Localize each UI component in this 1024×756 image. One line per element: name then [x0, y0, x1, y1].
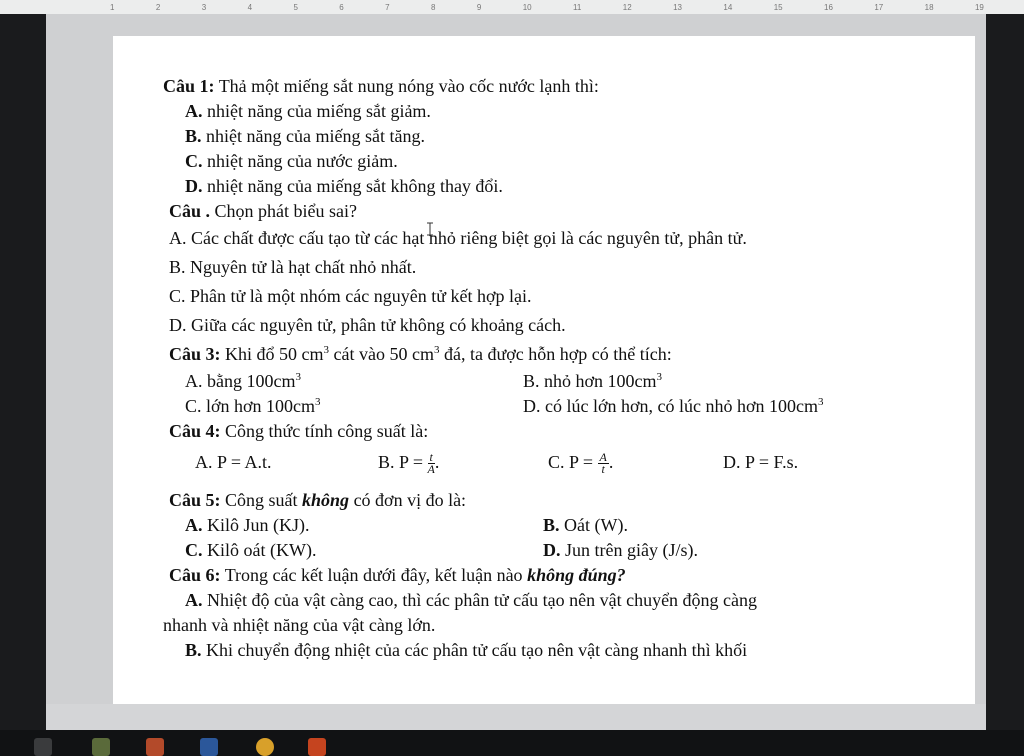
- q5-option-b-text: Oát (W).: [559, 515, 628, 535]
- q2-option-b: B. Nguyên tử là hạt chất nhỏ nhất.: [169, 257, 417, 277]
- q1-option-d-label: D.: [185, 176, 203, 196]
- q3-option-c-text: C. lớn hơn 100cm: [185, 396, 316, 416]
- q3-option-c-sup: 3: [315, 396, 321, 408]
- q4-option-b: [378, 444, 439, 480]
- powerpoint-icon[interactable]: [308, 738, 326, 756]
- q3-text-part-3: đá, ta được hỗn hợp có thể tích:: [439, 344, 672, 364]
- question-2: [163, 199, 933, 224]
- q1-option-c-label: C.: [185, 151, 203, 171]
- question-4: [163, 419, 933, 444]
- q5-options-row-2: [163, 538, 933, 563]
- q6-option-a-line-2: nhanh và nhiệt năng của vật càng lớn.: [163, 615, 436, 635]
- q4-text: Công thức tính công suất là:: [220, 421, 429, 441]
- q4-label: Câu 4:: [169, 421, 221, 441]
- q4-option-b-denominator: A: [427, 462, 435, 477]
- q3-sup-1: 3: [323, 344, 330, 356]
- ruler-number: 14: [723, 2, 733, 12]
- q6-option-b-line-1: [163, 638, 933, 663]
- q4-option-b-dot: .: [434, 452, 440, 472]
- q2-label: Câu .: [169, 201, 211, 221]
- q4-option-d: D. P = F.s.: [723, 452, 799, 472]
- word-icon[interactable]: [200, 738, 218, 756]
- ruler-number: 12: [622, 2, 632, 12]
- q1-option-b: [163, 124, 933, 149]
- q4-option-a: A. P = A.t.: [195, 452, 272, 472]
- ruler-number: 18: [924, 2, 934, 12]
- q1-option-d-text: nhiệt năng của miếng sắt không thay đổi.: [202, 176, 503, 196]
- q5-option-c: [185, 540, 316, 560]
- q6-text-pre: Trong các kết luận dưới đây, kết luận nào: [220, 565, 528, 585]
- q5-option-a: [185, 515, 310, 535]
- q1-option-b-text: nhiệt năng của miếng sắt tăng.: [201, 126, 425, 146]
- q5-option-a-label: A.: [185, 515, 203, 535]
- q5-option-b: [543, 513, 628, 538]
- q3-option-d-text: D. có lúc lớn hơn, có lúc nhỏ hơn 100cm: [523, 396, 819, 416]
- ruler-number: 15: [773, 2, 783, 12]
- ruler-number: 11: [573, 2, 582, 12]
- q3-options-row-2: [163, 394, 933, 419]
- q3-option-c: [185, 396, 321, 416]
- document-page[interactable]: [113, 36, 975, 704]
- q4-option-c-prefix: C. P =: [548, 452, 598, 472]
- q5-option-d-label: D.: [543, 540, 561, 560]
- app-icon[interactable]: [146, 738, 164, 756]
- q5-option-d: [543, 538, 698, 563]
- left-screen-edge: [0, 14, 46, 730]
- q2-option-c: C. Phân tử là một nhóm các nguyên tử kết hợp lại.: [169, 286, 532, 306]
- q5-label: Câu 5:: [169, 490, 221, 510]
- q5-option-a-text: Kilô Jun (KJ).: [202, 515, 310, 535]
- status-bar: [46, 704, 986, 730]
- question-3: [163, 340, 933, 369]
- file-explorer-icon[interactable]: [34, 738, 52, 756]
- q1-option-a-text: nhiệt năng của miếng sắt giảm.: [202, 101, 431, 121]
- q6-option-a-label: A.: [185, 590, 203, 610]
- ruler-number: 19: [974, 2, 984, 12]
- ruler-marks: [110, 0, 984, 14]
- ruler-number: 2: [155, 2, 161, 12]
- q3-option-b: [523, 369, 662, 394]
- q3-option-a-text: A. bằng 100cm: [185, 371, 296, 391]
- q4-option-c: [548, 444, 613, 480]
- ruler-number: 10: [522, 2, 532, 12]
- q3-options-row-1: [163, 369, 933, 394]
- q6-option-a-line-1: [163, 588, 933, 613]
- ruler-number: 13: [673, 2, 682, 12]
- q3-option-b-sup: 3: [656, 371, 663, 383]
- ruler-number: 1: [110, 2, 115, 12]
- ruler-number: 9: [476, 2, 482, 12]
- q5-text-emphasis: không: [302, 490, 350, 510]
- q1-option-b-label: B.: [185, 126, 202, 146]
- q4-option-c-numerator: A: [599, 450, 607, 465]
- paint-icon[interactable]: [92, 738, 110, 756]
- q6-option-b-label: B.: [185, 640, 202, 660]
- q4-options-row: [163, 444, 933, 480]
- q3-text-part-1: Khi đổ 50 cm: [220, 344, 324, 364]
- q1-option-a-label: A.: [185, 101, 203, 121]
- q6-option-b-text-1: Khi chuyển động nhiệt của các phân tử cấu tạo nên vật càng nhanh thì khối: [201, 640, 748, 660]
- right-screen-edge: [986, 14, 1024, 730]
- ruler-number: 16: [824, 2, 833, 12]
- q5-option-c-text: Kilô oát (KW).: [202, 540, 317, 560]
- q4-option-b-numerator: t: [429, 450, 433, 465]
- q6-option-a-text-1: Nhiệt độ của vật càng cao, thì các phân tử cấu tạo nên vật chuyển động càng: [202, 590, 758, 610]
- q3-sup-2: 3: [433, 344, 440, 356]
- q3-label: Câu 3:: [169, 344, 221, 364]
- q3-option-a: [185, 371, 301, 391]
- ruler-number: 17: [874, 2, 884, 12]
- question-6: [163, 563, 933, 588]
- chrome-icon[interactable]: [256, 738, 274, 756]
- q3-option-d: [523, 394, 824, 419]
- q3-option-a-sup: 3: [295, 371, 301, 383]
- q1-label: Câu 1:: [163, 76, 215, 96]
- q5-option-c-label: C.: [185, 540, 203, 560]
- q3-text-part-2: cát vào 50 cm: [329, 344, 434, 364]
- q4-option-b-prefix: B. P =: [378, 452, 428, 472]
- q1-text: Thả một miếng sắt nung nóng vào cốc nước lạnh thì:: [214, 76, 599, 96]
- q5-text-pre: Công suất: [220, 490, 303, 510]
- q6-label: Câu 6:: [169, 565, 221, 585]
- q5-options-row-1: [163, 513, 933, 538]
- q3-option-b-text: B. nhỏ hơn 100cm: [523, 371, 657, 391]
- ruler-number: 4: [247, 2, 253, 12]
- q4-option-c-fraction: [598, 452, 609, 475]
- ruler-number: 5: [293, 2, 298, 12]
- q4-option-c-dot: .: [608, 452, 614, 472]
- ruler-number: 7: [385, 2, 390, 12]
- q5-option-b-label: B.: [543, 515, 560, 535]
- q6-text-emphasis: không đúng?: [527, 565, 626, 585]
- document-content[interactable]: [163, 74, 933, 663]
- ruler-number: 3: [201, 2, 207, 12]
- text-cursor-icon: [426, 222, 434, 236]
- q3-option-d-sup: 3: [818, 396, 824, 408]
- q1-option-c-text: nhiệt năng của nước giảm.: [202, 151, 398, 171]
- q5-text-post: có đơn vị đo là:: [349, 490, 467, 510]
- ruler-number: 8: [431, 2, 436, 12]
- q2-option-d: D. Giữa các nguyên tử, phân tử không có khoảng cách.: [169, 315, 566, 335]
- q2-text: Chọn phát biểu sai?: [210, 201, 357, 221]
- q4-option-c-denominator: t: [601, 462, 605, 477]
- q2-option-a: A. Các chất được cấu tạo từ các hạt nhỏ riêng biệt gọi là các nguyên tử, phân tử.: [169, 228, 747, 248]
- ruler-number: 6: [339, 2, 344, 12]
- q1-option-a: [163, 99, 933, 124]
- question-1: [163, 74, 933, 99]
- q1-option-c: [163, 149, 933, 174]
- question-5: [163, 488, 933, 513]
- q1-option-d: [163, 174, 933, 199]
- q5-option-d-text: Jun trên giây (J/s).: [560, 540, 698, 560]
- q4-option-b-fraction: [428, 452, 435, 475]
- horizontal-ruler[interactable]: [0, 0, 1024, 15]
